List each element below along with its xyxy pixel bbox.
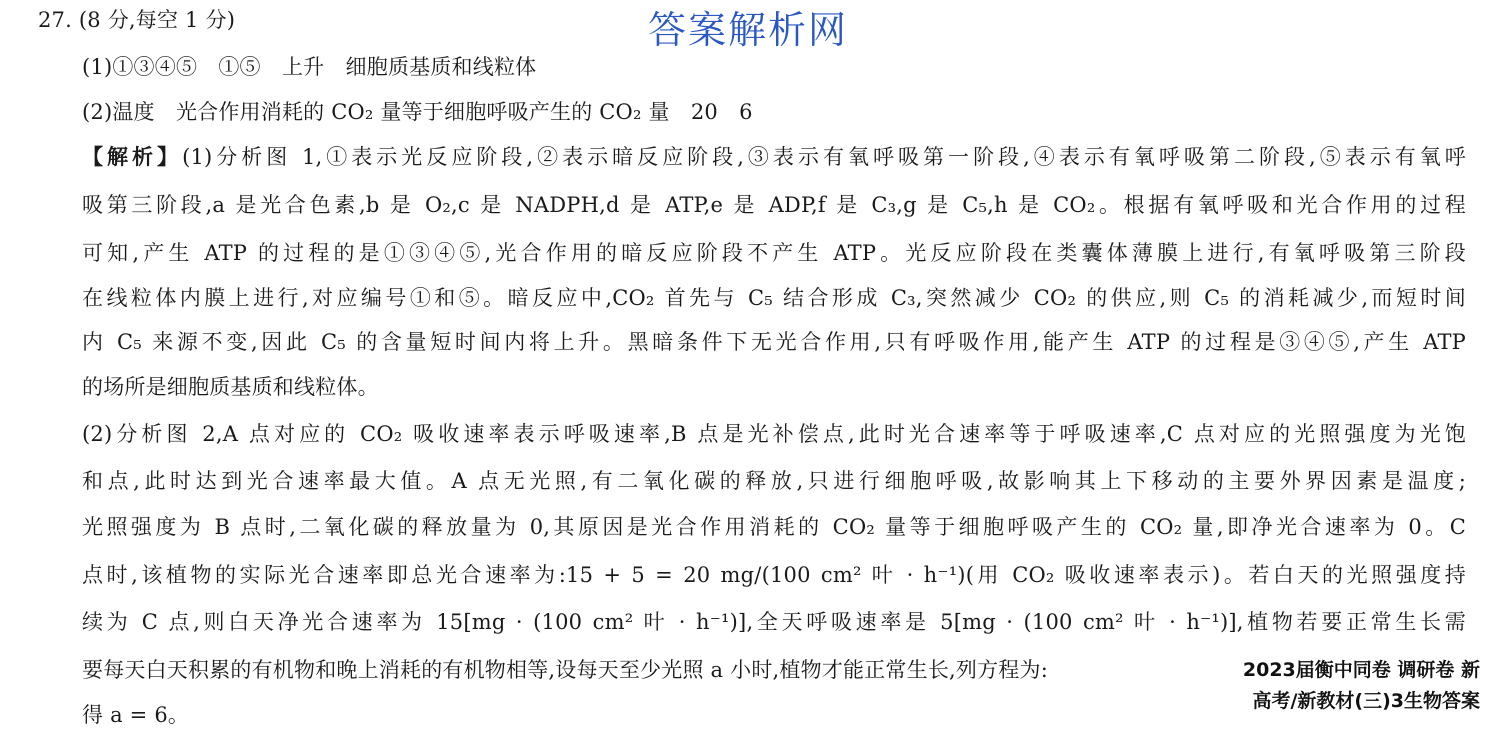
analysis-tag: 【解析】 — [82, 144, 183, 169]
analysis-line: 在线粒体内膜上进行,对应编号①和⑤。暗反应中,CO₂ 首先与 C₅ 结合形成 C₃,突然减少 CO₂ 的供应,则 C₅ 的消耗减少,而短时间 — [82, 286, 1466, 310]
analysis-line: 可知,产生 ATP 的过程的是①③④⑤,光合作用的暗反应阶段不产生 ATP。光反应阶段在类囊体薄膜上进行,有氧呼吸第三阶段 — [82, 241, 1466, 265]
analysis-line: 要每天白天积累的有机物和晚上消耗的有机物相等,设每天至少光照 a 小时,植物才能正常生长,列方程为: — [82, 658, 1048, 682]
analysis-text: (1)分析图 1,①表示光反应阶段,②表示暗反应阶段,③表示有氧呼吸第一阶段,④表示有氧呼吸第二阶段,⑤表示有氧呼 — [182, 145, 1466, 169]
analysis-line: 的场所是细胞质基质和线粒体。 — [82, 375, 379, 399]
answer-part-1: (1)①③④⑤ ①⑤ 上升 细胞质基质和线粒体 — [82, 55, 537, 79]
analysis-line: 点时,该植物的实际光合速率即总光合速率为:15 + 5 = 20 mg/(100 cm² 叶 · h⁻¹)(用 CO₂ 吸收速率表示)。若白天的光照强度持 — [82, 563, 1466, 587]
analysis-line: 和点,此时达到光合速率最大值。A 点无光照,有二氧化碳的释放,只进行细胞呼吸,故影响其上下移动的主要外界因素是温度; — [82, 469, 1466, 493]
analysis-line: 内 C₅ 来源不变,因此 C₅ 的含量短时间内将上升。黑暗条件下无光合作用,只有呼吸作用,能产生 ATP 的过程是③④⑤,产生 ATP — [82, 330, 1466, 354]
analysis-line: 得 a = 6。 — [82, 703, 190, 727]
corner-label-line-2: 高考/新教材(三)3生物答案 — [1252, 690, 1480, 712]
analysis-line: 吸第三阶段,a 是光合色素,b 是 O₂,c 是 NADPH,d 是 ATP,e 是 ADP,f 是 C₃,g 是 C₅,h 是 CO₂。根据有氧呼吸和光合作用的过程 — [82, 193, 1466, 217]
analysis-line — [82, 142, 1466, 172]
analysis-line: (2)分析图 2,A 点对应的 CO₂ 吸收速率表示呼吸速率,B 点是光补偿点,此时光合速率等于呼吸速率,C 点对应的光照强度为光饱 — [82, 422, 1466, 446]
analysis-line: 光照强度为 B 点时,二氧化碳的释放量为 0,其原因是光合作用消耗的 CO₂ 量等于细胞呼吸产生的 CO₂ 量,即净光合速率为 0。C — [82, 515, 1466, 539]
question-header: 27. (8 分,每空 1 分) — [38, 8, 236, 32]
answer-part-2: (2)温度 光合作用消耗的 CO₂ 量等于细胞呼吸产生的 CO₂ 量 20 6 — [82, 100, 753, 124]
corner-label-line-1: 2023届衡中同卷 调研卷 新 — [1242, 659, 1480, 681]
analysis-line: 续为 C 点,则白天净光合速率为 15[mg · (100 cm² 叶 · h⁻¹)],全天呼吸速率是 5[mg · (100 cm² 叶 · h⁻¹)],植物若要正常生长需 — [82, 610, 1466, 634]
watermark: 答案解析网 — [648, 8, 849, 52]
